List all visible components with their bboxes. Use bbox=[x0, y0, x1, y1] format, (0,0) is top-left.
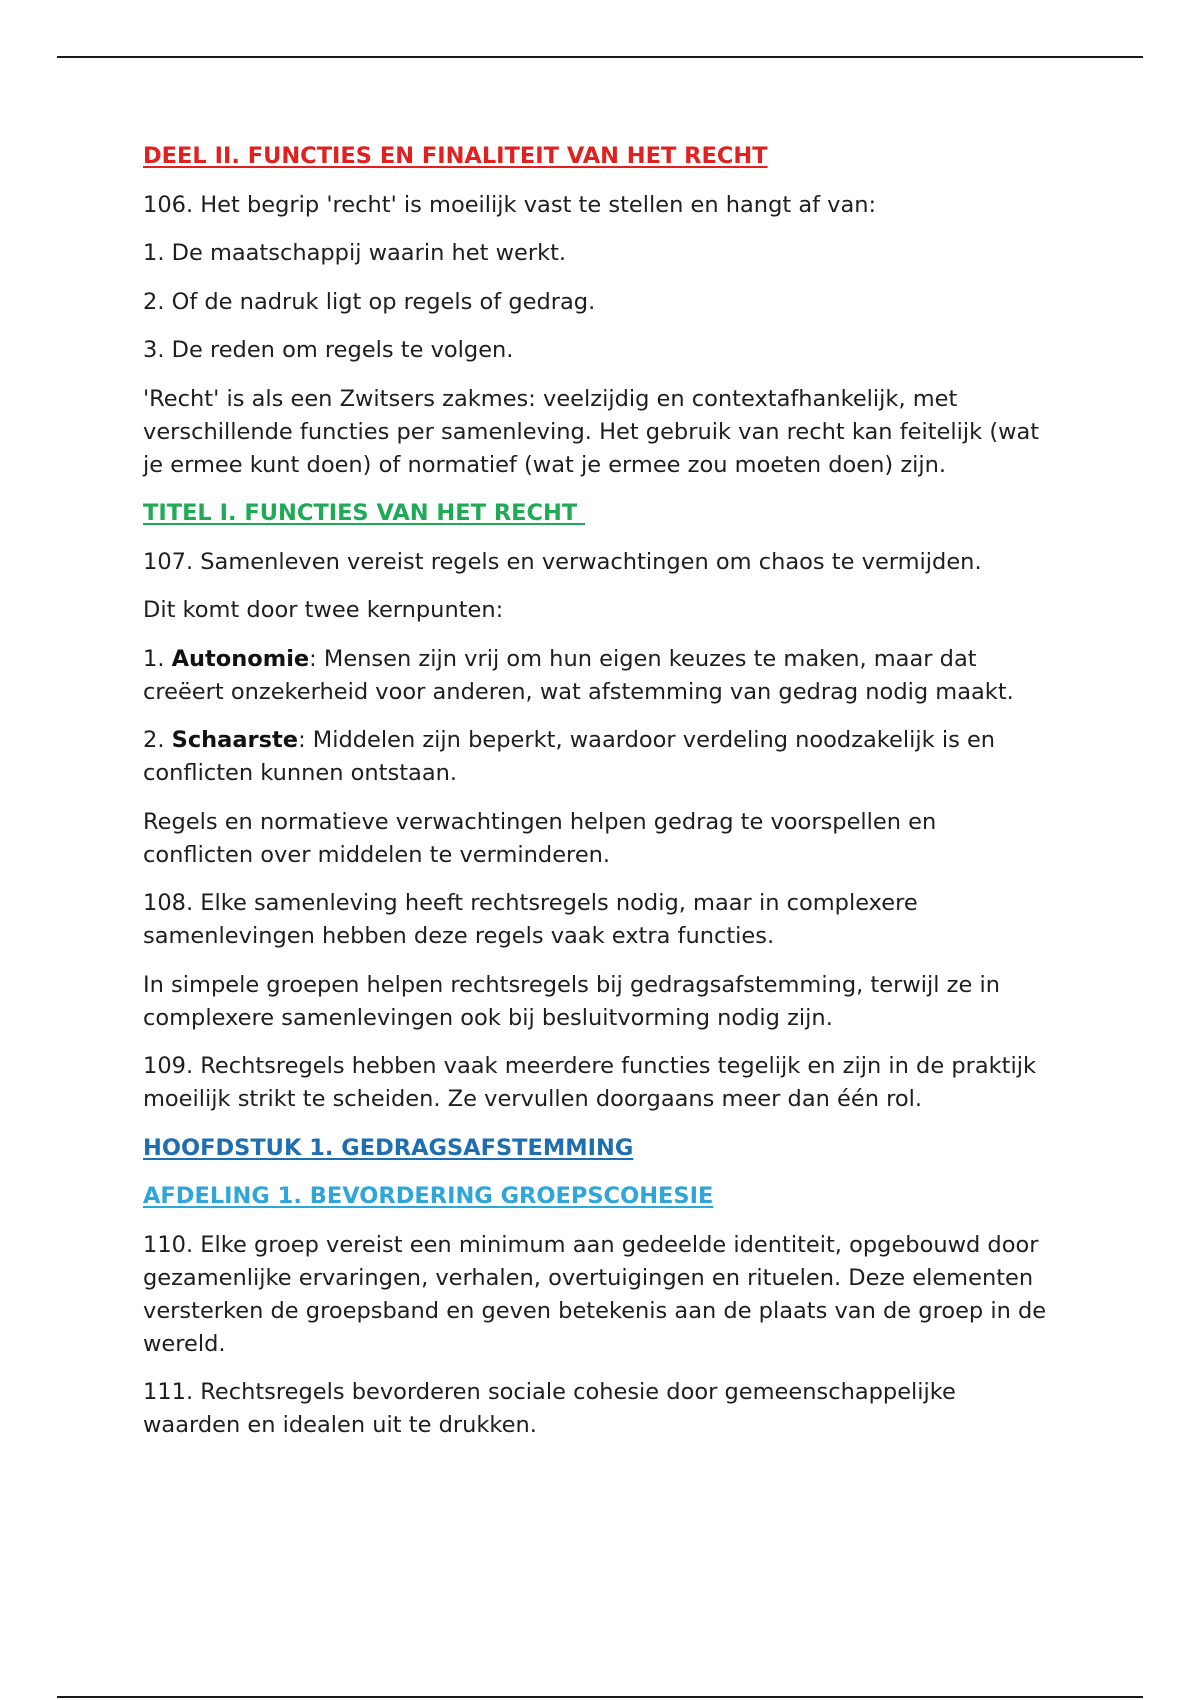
titel-heading: TITEL I. FUNCTIES VAN HET RECHT bbox=[143, 500, 586, 526]
paragraph-kernpunten: Dit komt door twee kernpunten: bbox=[143, 597, 504, 623]
paragraph-111: 111. Rechtsregels bevorderen sociale cohesie door gemeenschappelijke waarden en idealen uit te drukken. bbox=[143, 1379, 956, 1438]
list-item: 1. De maatschappij waarin het werkt. bbox=[143, 240, 567, 266]
list-item: 2. Of de nadruk ligt op regels of gedrag. bbox=[143, 288, 596, 315]
kernpunt-term: Schaarste bbox=[171, 727, 299, 753]
paragraph-110: 110. Elke groep vereist een minimum aan gedeelde identiteit, opgebouwd door gezamenlijke ervaringen, verhalen, overtuigingen en rituelen. Deze elementen versterken de groepsband en geven betekenis aan de plaats van de groep in de wereld. bbox=[143, 1231, 1047, 1357]
paragraph-zakmes: 'Recht' is als een Zwitsers zakmes: veelzijdig en contextafhankelijk, met verschillende functies per samenleving. Het gebruik van recht kan feitelijk (wat je ermee kunt doen) of normatief (wat je ermee zou moeten doen) zijn. bbox=[143, 385, 1040, 478]
paragraph-regels: Regels en normatieve verwachtingen helpen gedrag te voorspellen en conflicten over middelen te verminderen. bbox=[143, 808, 937, 868]
paragraph-simpel: In simpele groepen helpen rechtsregels bij gedragsafstemming, terwijl ze in complexere samenlevingen ook bij besluitvorming nodig zijn. bbox=[143, 971, 1000, 1031]
footer-rule bbox=[57, 1696, 1143, 1698]
paragraph-107: 107. Samenleven vereist regels en verwachtingen om chaos te vermijden. bbox=[143, 548, 982, 575]
kernpunt-number: 1. bbox=[143, 645, 172, 672]
kernpunt-term: Autonomie bbox=[171, 645, 310, 672]
paragraph-109: 109. Rechtsregels hebben vaak meerdere functies tegelijk en zijn in de praktijk moeilijk strikt te scheiden. Ze vervullen doorgaans meer dan één rol. bbox=[143, 1053, 1037, 1112]
hoofdstuk-heading: HOOFDSTUK 1. GEDRAGSAFSTEMMING bbox=[143, 1134, 634, 1161]
paragraph-108: 108. Elke samenleving heeft rechtsregels nodig, maar in complexere samenlevingen hebben deze regels vaak extra functies. bbox=[143, 890, 918, 949]
kernpunt-text: : Middelen zijn beperkt, waardoor verdeling noodzakelijk is en conflicten kunnen ontstaan. bbox=[143, 727, 996, 786]
document-body bbox=[143, 140, 1048, 1458]
paragraph-106: 106. Het begrip 'recht' is moeilijk vast te stellen en hangt af van: bbox=[143, 191, 877, 218]
kernpunt-number: 2. bbox=[143, 727, 172, 753]
list-item: 3. De reden om regels te volgen. bbox=[143, 337, 514, 363]
header-rule bbox=[57, 56, 1143, 58]
kernpunt-schaarste bbox=[143, 724, 1048, 790]
afdeling-heading: AFDELING 1. BEVORDERING GROEPSCOHESIE bbox=[143, 1183, 714, 1209]
deel-heading: DEEL II. FUNCTIES EN FINALITEIT VAN HET RECHT bbox=[143, 143, 768, 169]
kernpunt-text: : Mensen zijn vrij om hun eigen keuzes te maken, maar dat creëert onzekerheid voor anderen, wat afstemming van gedrag nodig maakt. bbox=[143, 645, 1014, 705]
kernpunt-autonomie bbox=[143, 643, 1048, 709]
